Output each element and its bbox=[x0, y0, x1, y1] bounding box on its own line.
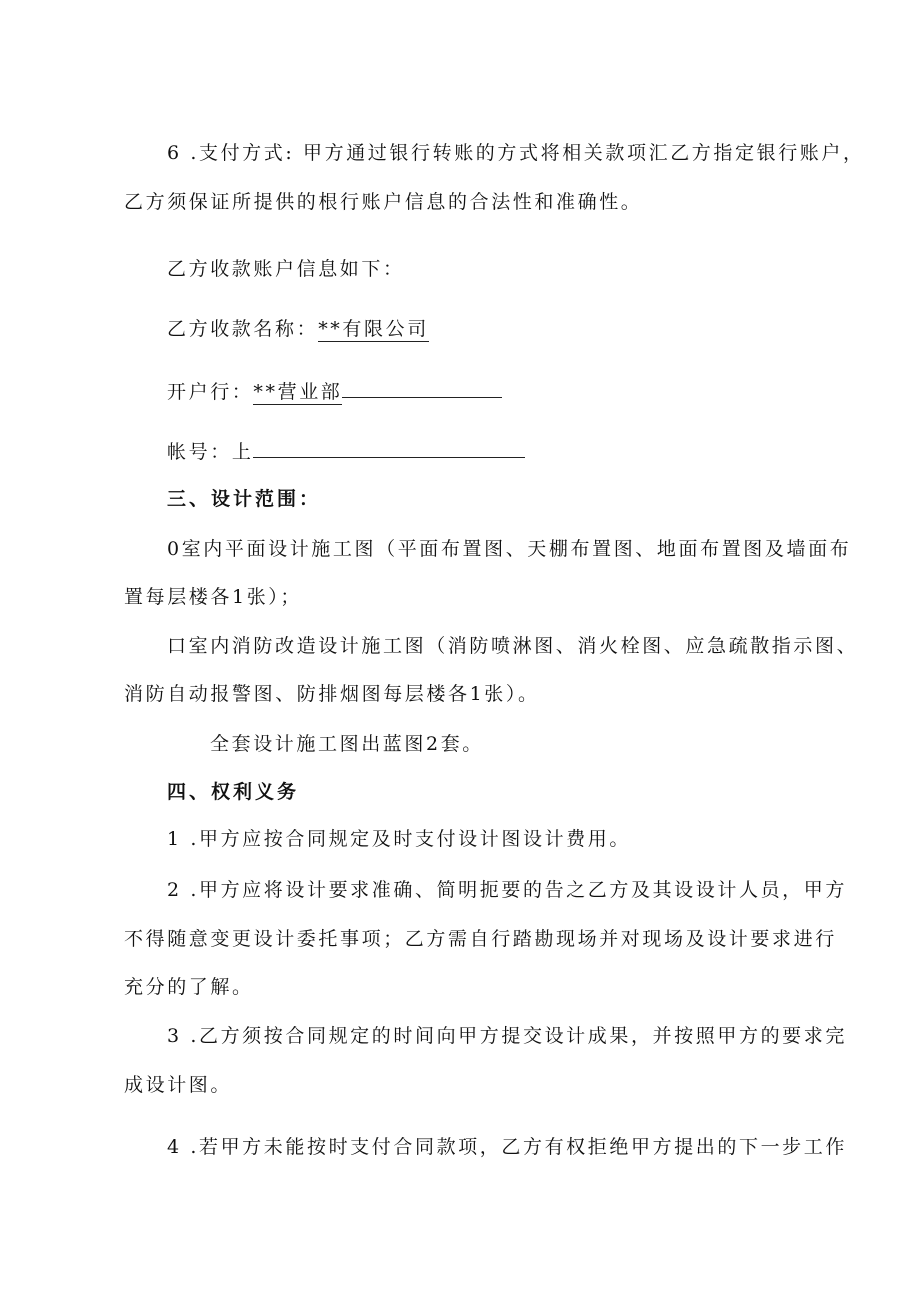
account-blank-line bbox=[253, 438, 525, 458]
scope-heading: 三、设计范围： bbox=[167, 488, 322, 510]
bank-row bbox=[167, 378, 502, 404]
account-intro: 乙方收款账户信息如下： bbox=[167, 258, 405, 280]
scope-item2-line2: 消防自动报警图、防排烟图每层楼各1张）。 bbox=[124, 683, 540, 705]
bank-blank-line bbox=[342, 378, 502, 398]
bank-label: 开户行： bbox=[167, 381, 254, 403]
rights-clause2-line3: 充分的了解。 bbox=[124, 976, 254, 998]
rights-clause1: 1 .甲方应按合同规定及时支付设计图设计费用。 bbox=[167, 828, 631, 850]
bank-value: **营业部 bbox=[253, 381, 343, 403]
rights-clause3-line2: 成设计图。 bbox=[124, 1074, 233, 1096]
scope-summary: 全套设计施工图出蓝图2套。 bbox=[210, 733, 484, 755]
rights-heading: 四、权利义务 bbox=[167, 781, 300, 803]
payment-clause-line2: 乙方须保证所提供的根行账户信息的合法性和准确性。 bbox=[124, 191, 643, 213]
payee-name-value: **有限公司 bbox=[318, 318, 429, 340]
payment-clause-line1: 6 .支付方式: 甲方通过银行转账的方式将相关款项汇乙方指定银行账户， bbox=[167, 142, 865, 164]
scope-item1-line2: 置每层楼各1张）； bbox=[124, 586, 302, 608]
rights-clause3-line1: 3 .乙方须按合同规定的时间向甲方提交设计成果，并按照甲方的要求完 bbox=[167, 1025, 847, 1047]
account-number-label: 帐号： bbox=[167, 441, 232, 463]
scope-item2-line1: 口室内消防改造设计施工图（消防喷淋图、消火栓图、应急疏散指示图、 bbox=[167, 635, 859, 657]
rights-clause2-line1: 2 .甲方应将设计要求准确、简明扼要的告之乙方及其设设计人员，甲方 bbox=[167, 879, 847, 901]
rights-clause2-line2: 不得随意变更设计委托事项；乙方需自行踏勘现场并对现场及设计要求进行 bbox=[124, 928, 837, 950]
payee-name-row bbox=[167, 317, 429, 341]
scope-item1-line1: 0室内平面设计施工图（平面布置图、天棚布置图、地面布置图及墙面布 bbox=[167, 538, 852, 560]
account-number-value: 上 bbox=[231, 441, 254, 463]
payee-name-label: 乙方收款名称： bbox=[167, 318, 319, 340]
rights-clause4-line1: 4 .若甲方未能按时支付合同款项，乙方有权拒绝甲方提出的下一步工作 bbox=[167, 1136, 847, 1158]
account-number-row bbox=[167, 438, 525, 464]
